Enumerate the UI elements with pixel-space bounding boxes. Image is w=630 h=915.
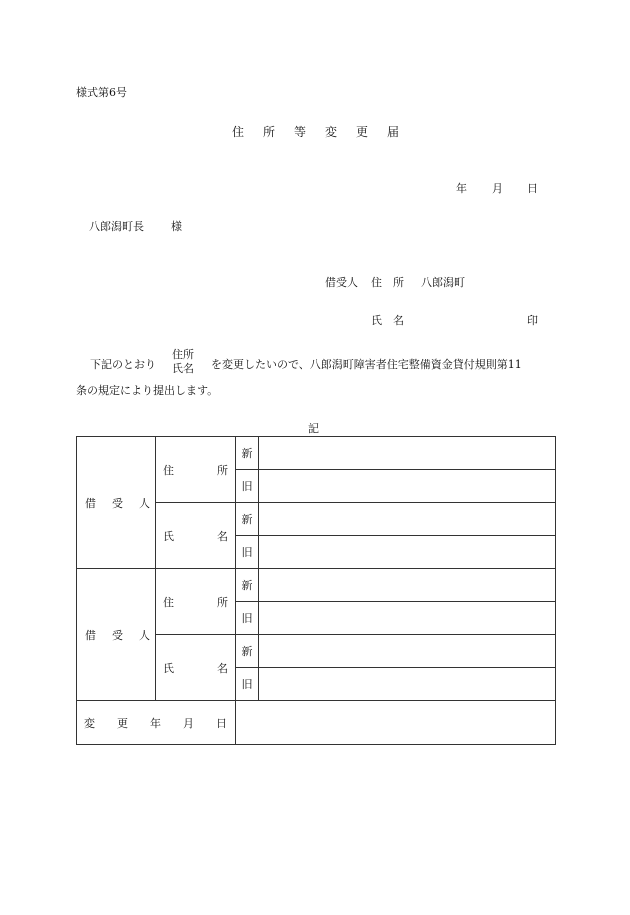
- table-row: [77, 437, 556, 470]
- new-label-cell: 新: [236, 437, 259, 470]
- applicant-role: 借受人: [325, 276, 358, 289]
- borrower-label-cell-2: [77, 569, 156, 701]
- body-option-name: 氏名: [172, 362, 194, 375]
- name-label-2: 氏 名: [163, 661, 228, 675]
- old-name-field-1[interactable]: [259, 536, 556, 569]
- name-label-cell-2: [156, 635, 236, 701]
- table-row: [77, 569, 556, 602]
- date-day-label: 日: [527, 182, 538, 195]
- old-address-field-2[interactable]: [259, 602, 556, 635]
- seal-mark: 印: [527, 314, 538, 327]
- old-label-cell: 旧: [236, 668, 259, 701]
- date-month-label: 月: [492, 182, 503, 195]
- applicant-name-label: 氏 名: [371, 314, 404, 327]
- old-name-field-2[interactable]: [259, 668, 556, 701]
- new-name-field-1[interactable]: [259, 503, 556, 536]
- change-date-field[interactable]: [236, 701, 556, 745]
- new-label-cell: 新: [236, 503, 259, 536]
- address-label-cell-2: [156, 569, 236, 635]
- change-form-table: [76, 436, 556, 745]
- body-text-line-1: を変更したいので、八郎潟町障害者住宅整備資金貸付規則第11: [211, 358, 522, 371]
- borrower-label-1: 借 受 人: [85, 496, 150, 510]
- applicant-address-value: 八郎潟町: [421, 276, 465, 289]
- change-date-label-cell: [77, 701, 236, 745]
- new-address-field-2[interactable]: [259, 569, 556, 602]
- address-label-cell-1: [156, 437, 236, 503]
- old-label-cell: 旧: [236, 536, 259, 569]
- new-label-cell: 新: [236, 635, 259, 668]
- address-label-1: 住 所: [163, 463, 228, 477]
- document-title: 住所等変更届: [232, 125, 419, 139]
- borrower-label-2: 借 受 人: [85, 628, 150, 642]
- ki-label: 記: [308, 422, 319, 435]
- body-prefix: 下記のとおり: [90, 358, 156, 371]
- addressee-name: 八郎潟町長: [89, 220, 144, 233]
- old-label-cell: 旧: [236, 602, 259, 635]
- new-address-field-1[interactable]: [259, 437, 556, 470]
- borrower-label-cell-1: [77, 437, 156, 569]
- body-option-stack: [172, 348, 194, 376]
- name-label-cell-1: [156, 503, 236, 569]
- address-label-2: 住 所: [163, 595, 228, 609]
- table-row: [77, 701, 556, 745]
- date-year-label: 年: [456, 182, 467, 195]
- body-option-address: 住所: [172, 348, 194, 361]
- old-address-field-1[interactable]: [259, 470, 556, 503]
- body-text-line-2: 条の規定により提出します。: [76, 384, 219, 397]
- old-label-cell: 旧: [236, 470, 259, 503]
- form-number: 様式第6号: [76, 86, 127, 99]
- applicant-address-label: 住 所: [371, 276, 404, 289]
- name-label-1: 氏 名: [163, 529, 228, 543]
- addressee-honorific: 様: [171, 220, 182, 233]
- change-date-label: 変 更 年 月 日: [84, 716, 227, 730]
- new-name-field-2[interactable]: [259, 635, 556, 668]
- new-label-cell: 新: [236, 569, 259, 602]
